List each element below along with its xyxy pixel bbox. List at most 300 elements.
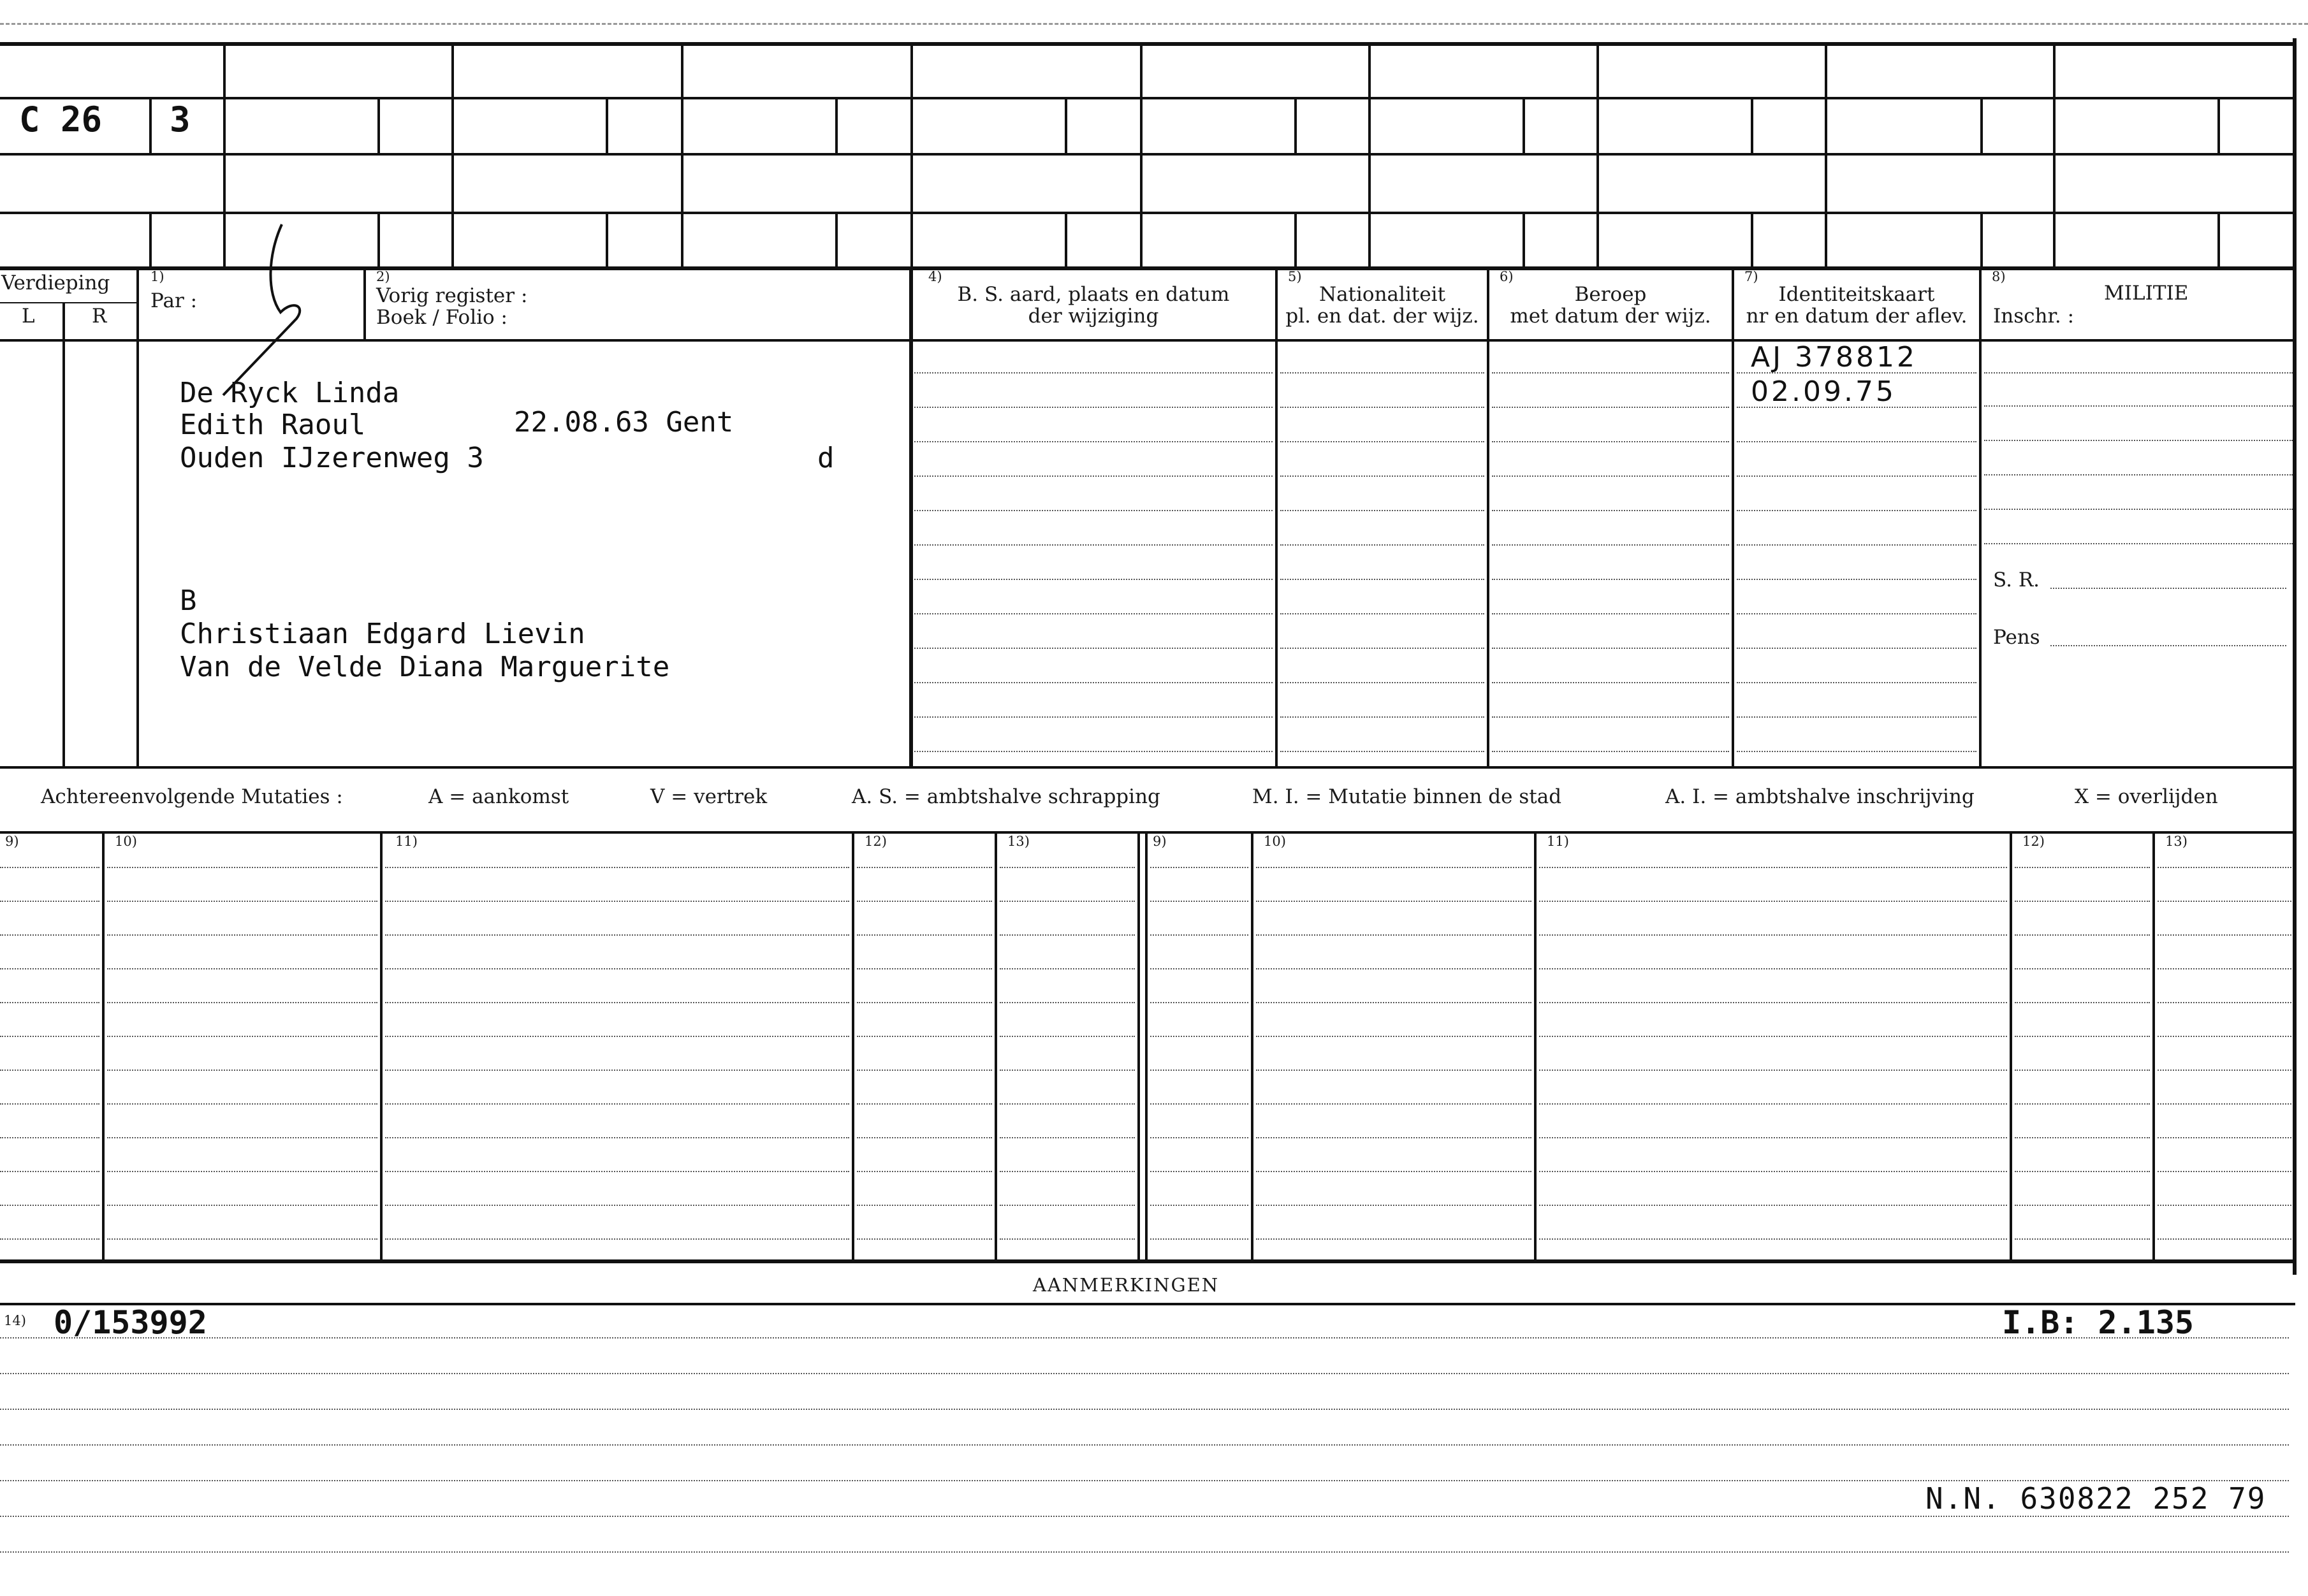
ruled-line: [914, 441, 1273, 442]
ruled-line: [0, 1480, 2289, 1481]
col-line: [1251, 831, 1253, 1259]
ruled-line: [1280, 372, 1484, 374]
ruled-line: [1150, 1036, 1248, 1037]
ruled-line: [1256, 1171, 1531, 1172]
pens-label: Pens: [1993, 626, 2040, 649]
ruled-line: [385, 1036, 849, 1037]
mutatie-schrapping: A. S. = ambtshalve schrapping: [852, 785, 1160, 808]
ruled-line: [2015, 1103, 2150, 1105]
ruled-line: [1492, 682, 1729, 683]
ruled-line: [0, 1137, 99, 1138]
beroep-label-1: Beroep: [1574, 283, 1647, 306]
beroep-number: 6): [1500, 269, 1514, 284]
ruled-line: [1492, 441, 1729, 442]
grid-line: [1294, 212, 1297, 266]
ruled-line: [1737, 544, 1976, 546]
ruled-line: [0, 1551, 2289, 1553]
ruled-line: [1280, 682, 1484, 683]
ruled-line: [1539, 1205, 2007, 1206]
grid-line: [1980, 97, 1983, 153]
marker-d: d: [817, 442, 835, 474]
col-line: [852, 831, 854, 1259]
grid-line: [910, 42, 913, 266]
ruled-line: [2158, 1036, 2291, 1037]
aanmerkingen-title: AANMERKINGEN: [1033, 1274, 1220, 1296]
col-number: 9): [1153, 834, 1167, 849]
ruled-line: [385, 867, 849, 868]
ruled-line: [1539, 1070, 2007, 1071]
ruled-line: [1256, 1036, 1531, 1037]
vorig-number: 2): [376, 269, 390, 284]
nat-number: 5): [1288, 269, 1302, 284]
ruled-line: [914, 579, 1273, 580]
ruled-line: [1492, 613, 1729, 614]
ruled-line: [1256, 901, 1531, 902]
sector-code: C 26: [19, 99, 103, 140]
ruled-line: [385, 934, 849, 936]
ruled-line: [1150, 1103, 1248, 1105]
ruled-line: [857, 1002, 992, 1003]
ruled-line: [1000, 934, 1135, 936]
ruled-line: [1256, 867, 1531, 868]
col-number: 12): [865, 834, 887, 849]
ruled-line: [107, 901, 377, 902]
mutatie-inschrijving: A. I. = ambtshalve inschrijving: [1665, 785, 1975, 808]
ruled-line: [1492, 751, 1729, 752]
id-label-1: Identiteitskaart: [1778, 283, 1935, 306]
col-number: 10): [1264, 834, 1286, 849]
verdieping-divider: [0, 302, 136, 303]
grid-line: [1523, 212, 1525, 266]
col-number: 10): [115, 834, 137, 849]
grid-line: [1140, 42, 1143, 266]
grid-line: [1368, 42, 1371, 266]
ruled-line: [857, 1070, 992, 1071]
verdieping-label: Verdieping: [1, 272, 110, 294]
ruled-line: [385, 1103, 849, 1105]
national-number: N.N. 630822 252 79: [1925, 1481, 2267, 1516]
aanmerkingen-number: 14): [4, 1313, 26, 1328]
inschr-label: Inschr. :: [1993, 305, 2075, 328]
grid-line: [1751, 212, 1753, 266]
col-line: [2152, 831, 2155, 1259]
ruled-line: [1256, 1070, 1531, 1071]
ruled-line: [1000, 1070, 1135, 1071]
grid-line: [1065, 212, 1067, 266]
ruled-line: [1737, 751, 1976, 752]
boek-folio-label: Boek / Folio :: [376, 306, 508, 329]
person-father: Christiaan Edgard Lievin: [180, 618, 585, 650]
ruled-line: [1256, 1205, 1531, 1206]
grid-line: [451, 42, 454, 266]
ruled-line: [2015, 1002, 2150, 1003]
par-number: 1): [150, 269, 164, 284]
ruled-line: [2158, 901, 2291, 902]
ruled-line: [1280, 648, 1484, 649]
ruled-line: [914, 475, 1273, 477]
ruled-line: [1150, 901, 1248, 902]
ruled-line: [2015, 1171, 2150, 1172]
grid-line: [606, 97, 608, 153]
ruled-line: [107, 1205, 377, 1206]
grid-line: [377, 212, 380, 266]
ruled-line: [107, 968, 377, 969]
ruled-line: [1256, 1238, 1531, 1240]
ruled-line: [0, 1337, 2289, 1338]
grid-line: [835, 97, 838, 153]
col-number: 11): [1547, 834, 1569, 849]
ruled-line: [914, 544, 1273, 546]
ruled-line: [2015, 901, 2150, 902]
ruled-line: [107, 1137, 377, 1138]
col-line: [1732, 266, 1734, 766]
signature-mark: [210, 217, 325, 402]
grid-line: [0, 266, 2295, 270]
ruled-line: [1000, 1137, 1135, 1138]
nat-label-2: pl. en dat. der wijz.: [1285, 305, 1479, 328]
col-line: [995, 831, 997, 1259]
ruled-line: [1737, 648, 1976, 649]
ruled-line: [857, 1137, 992, 1138]
grid-line: [1751, 97, 1753, 153]
ruled-line: [1539, 867, 2007, 868]
ruled-line: [1000, 1036, 1135, 1037]
ruled-line: [1737, 716, 1976, 718]
ruled-line: [1150, 1205, 1248, 1206]
ruled-line: [1000, 1205, 1135, 1206]
grid-line: [2053, 42, 2056, 266]
right-border: [2293, 38, 2297, 1275]
bs-number: 4): [928, 269, 942, 284]
mutatie-overlijden: X = overlijden: [2075, 785, 2218, 808]
ruled-line: [1280, 579, 1484, 580]
ruled-line: [107, 1103, 377, 1105]
col-line: [1979, 266, 1982, 766]
ruled-line: [2158, 1205, 2291, 1206]
ruled-line: [1256, 934, 1531, 936]
ruled-line: [1150, 968, 1248, 969]
ruled-line: [1539, 968, 2007, 969]
ruled-line: [385, 968, 849, 969]
ruled-line: [2158, 1103, 2291, 1105]
ruled-line: [1280, 407, 1484, 408]
ruled-line: [0, 1205, 99, 1206]
ruled-line: [2158, 1070, 2291, 1071]
ruled-line: [1280, 441, 1484, 442]
ruled-line: [0, 901, 99, 902]
grid-line: [1065, 97, 1067, 153]
ruled-line: [1492, 510, 1729, 511]
grid-line: [0, 42, 2295, 46]
col-number: 13): [1007, 834, 1030, 849]
ruled-line: [1492, 407, 1729, 408]
ruled-line: [914, 407, 1273, 408]
ruled-line: [1256, 1103, 1531, 1105]
ruled-line: [1280, 751, 1484, 752]
ruled-line: [1000, 867, 1135, 868]
ruled-line: [107, 1238, 377, 1240]
ruled-line: [1539, 901, 2007, 902]
pens-line: [2050, 645, 2286, 646]
ruled-line: [914, 682, 1273, 683]
grid-line: [1825, 42, 1827, 266]
ruled-line: [914, 613, 1273, 614]
bs-label-1: B. S. aard, plaats en datum: [957, 283, 1230, 306]
ruled-line: [2015, 1036, 2150, 1037]
grid-line: [835, 212, 838, 266]
ruled-line: [2158, 968, 2291, 969]
ruled-line: [1150, 867, 1248, 868]
ruled-line: [1280, 475, 1484, 477]
ruled-line: [0, 1409, 2289, 1410]
ruled-line: [1984, 372, 2293, 374]
ruled-line: [914, 716, 1273, 718]
ruled-line: [1000, 1002, 1135, 1003]
ruled-line: [857, 968, 992, 969]
ruled-line: [1737, 579, 1976, 580]
ruled-line: [385, 901, 849, 902]
ruled-line: [1492, 579, 1729, 580]
grid-line: [2217, 97, 2220, 153]
ruled-line: [107, 1171, 377, 1172]
ruled-line: [1000, 1103, 1135, 1105]
ruled-line: [914, 751, 1273, 752]
id-card-date: 02.09.75: [1751, 375, 1896, 408]
table-bottom: [0, 1259, 2295, 1263]
ruled-line: [857, 901, 992, 902]
table-top: [0, 831, 2295, 834]
ruled-line: [107, 934, 377, 936]
sr-line: [2050, 588, 2286, 589]
ruled-line: [0, 1238, 99, 1240]
ruled-line: [0, 934, 99, 936]
ruled-line: [2158, 934, 2291, 936]
ruled-line: [1150, 1238, 1248, 1240]
aanmerkingen-ref: 0/153992: [54, 1304, 207, 1341]
col-line: [1275, 266, 1278, 766]
col-number: 9): [5, 834, 19, 849]
ruled-line: [1000, 968, 1135, 969]
grid-line: [1980, 212, 1983, 266]
person-mother: Van de Velde Diana Marguerite: [180, 651, 670, 683]
ruled-line: [2158, 1171, 2291, 1172]
ruled-line: [2015, 1238, 2150, 1240]
grid-line: [0, 212, 2295, 214]
col-line: [1145, 831, 1148, 1259]
ruled-line: [2015, 968, 2150, 969]
ruled-line: [1539, 1002, 2007, 1003]
grid-line: [681, 42, 683, 266]
col-line: [380, 831, 383, 1259]
ruled-line: [107, 1036, 377, 1037]
ruled-line: [1737, 613, 1976, 614]
ruled-line: [0, 1103, 99, 1105]
militie-label: MILITIE: [2104, 282, 2189, 305]
ruled-line: [857, 1036, 992, 1037]
col-number: 11): [395, 834, 418, 849]
id-card-number: AJ 378812: [1751, 341, 1918, 374]
right-label: R: [92, 305, 107, 328]
col-line: [2010, 831, 2012, 1259]
ruled-line: [1737, 682, 1976, 683]
ruled-line: [2015, 1205, 2150, 1206]
vorig-register-label: Vorig register :: [376, 284, 528, 307]
ruled-line: [0, 1070, 99, 1071]
bs-label-2: der wijziging: [1028, 305, 1159, 328]
person-lastname: De Ryck Linda: [180, 377, 400, 409]
ruled-line: [1492, 716, 1729, 718]
ruled-line: [2158, 867, 2291, 868]
ruled-line: [1984, 440, 2293, 441]
ruled-line: [2158, 1238, 2291, 1240]
id-number: 7): [1744, 269, 1758, 284]
ruled-line: [0, 1036, 99, 1037]
ruled-line: [1492, 544, 1729, 546]
ruled-line: [1984, 474, 2293, 475]
header-divider: [0, 339, 2295, 342]
ruled-line: [1984, 405, 2293, 407]
person-birth: 22.08.63 Gent: [514, 406, 734, 439]
ruled-line: [2015, 1070, 2150, 1071]
ruled-line: [914, 510, 1273, 511]
ruled-line: [1280, 613, 1484, 614]
ruled-line: [857, 867, 992, 868]
grid-line: [0, 97, 2295, 99]
ruled-line: [0, 968, 99, 969]
ruled-line: [1737, 475, 1976, 477]
ruled-line: [0, 1444, 2289, 1446]
ruled-line: [1539, 1238, 2007, 1240]
col-number: 12): [2022, 834, 2045, 849]
ruled-line: [857, 934, 992, 936]
col-line: [1487, 266, 1489, 766]
ruled-line: [1737, 441, 1976, 442]
ruled-line: [857, 1205, 992, 1206]
grid-line: [606, 212, 608, 266]
ruled-line: [0, 1516, 2289, 1517]
ruled-line: [1000, 1238, 1135, 1240]
ruled-line: [1539, 934, 2007, 936]
ruled-line: [385, 1137, 849, 1138]
mutatie-aankomst: A = aankomst: [428, 785, 569, 808]
ruled-line: [1984, 509, 2293, 510]
ruled-line: [1256, 1137, 1531, 1138]
ruled-line: [2158, 1002, 2291, 1003]
grid-line: [377, 97, 380, 153]
ruled-line: [857, 1238, 992, 1240]
mutatie-vertrek: V = vertrek: [650, 785, 768, 808]
ruled-line: [1492, 372, 1729, 374]
par-label: Par :: [150, 289, 198, 312]
grid-line: [0, 153, 2295, 156]
left-label: L: [22, 305, 35, 328]
grid-line: [149, 212, 152, 266]
sr-label: S. R.: [1993, 569, 2040, 591]
ruled-line: [2158, 1137, 2291, 1138]
col-line: [62, 302, 65, 766]
beroep-label-2: met datum der wijz.: [1510, 305, 1711, 328]
ruled-line: [2015, 867, 2150, 868]
ruled-line: [107, 1002, 377, 1003]
ruled-line: [1492, 475, 1729, 477]
ruled-line: [1000, 901, 1135, 902]
ruled-line: [1539, 1036, 2007, 1037]
ruled-line: [0, 1373, 2289, 1374]
mutatie-binnen-stad: M. I. = Mutatie binnen de stad: [1252, 785, 1562, 808]
ruled-line: [1280, 716, 1484, 718]
ruled-line: [1150, 1070, 1248, 1071]
ruled-line: [2015, 934, 2150, 936]
ib-code: I.B: 2.135: [2002, 1304, 2195, 1341]
col-line: [1534, 831, 1537, 1259]
ruled-line: [1256, 1002, 1531, 1003]
ruled-line: [857, 1171, 992, 1172]
ruled-line: [1256, 968, 1531, 969]
ruled-line: [0, 867, 99, 868]
main-bottom: [0, 766, 2295, 769]
ruled-line: [0, 1002, 99, 1003]
ruled-line: [1280, 544, 1484, 546]
ruled-line: [1150, 934, 1248, 936]
id-label-2: nr en datum der aflev.: [1746, 305, 1968, 328]
grid-line: [2217, 212, 2220, 266]
ruled-line: [1492, 648, 1729, 649]
ruled-line: [385, 1070, 849, 1071]
col-number: 13): [2165, 834, 2187, 849]
ruled-line: [1539, 1171, 2007, 1172]
ruled-line: [1737, 510, 1976, 511]
ruled-line: [1984, 543, 2293, 544]
col-line: [102, 831, 105, 1259]
grid-line: [1596, 42, 1599, 266]
ruled-line: [857, 1103, 992, 1105]
ruled-line: [1539, 1103, 2007, 1105]
nat-label-1: Nationaliteit: [1318, 283, 1446, 306]
ruled-line: [0, 1171, 99, 1172]
ruled-line: [1000, 1171, 1135, 1172]
ruled-line: [1150, 1171, 1248, 1172]
ruled-line: [1280, 510, 1484, 511]
person-address: Ouden IJzerenweg 3: [180, 442, 484, 474]
ruled-line: [385, 1205, 849, 1206]
ruled-line: [107, 867, 377, 868]
aanmerkingen-top: [0, 1303, 2295, 1305]
marker-b: B: [180, 584, 197, 617]
grid-line: [1523, 97, 1525, 153]
grid-line: [149, 97, 152, 153]
top-edge: [0, 23, 2308, 25]
house-number: 3: [170, 99, 191, 140]
col-line: [1137, 831, 1140, 1259]
ruled-line: [385, 1238, 849, 1240]
col-line: [136, 266, 139, 766]
ruled-line: [1150, 1002, 1248, 1003]
militie-number: 8): [1992, 269, 2006, 284]
ruled-line: [914, 372, 1273, 374]
ruled-line: [914, 648, 1273, 649]
ruled-line: [1150, 1137, 1248, 1138]
col-line: [363, 266, 366, 339]
ruled-line: [2015, 1137, 2150, 1138]
ruled-line: [385, 1002, 849, 1003]
person-firstnames: Edith Raoul: [180, 409, 366, 441]
mutaties-title: Achtereenvolgende Mutaties :: [41, 785, 343, 808]
col-line: [909, 266, 913, 766]
ruled-line: [1539, 1137, 2007, 1138]
ruled-line: [107, 1070, 377, 1071]
ruled-line: [385, 1171, 849, 1172]
grid-line: [1294, 97, 1297, 153]
